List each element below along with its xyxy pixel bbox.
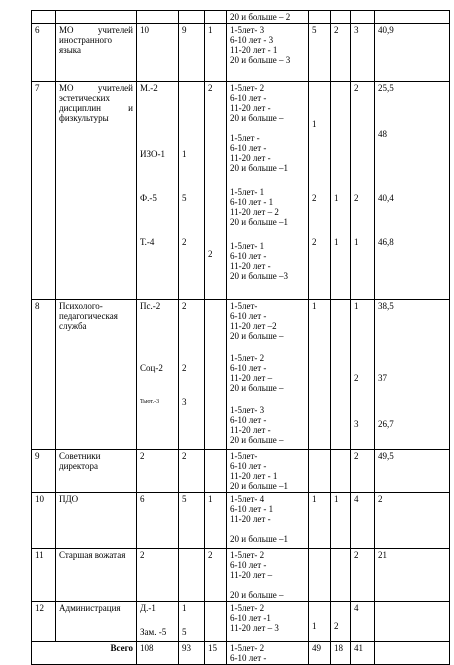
experience-cell-line: 20 и больше – 3 bbox=[230, 55, 291, 65]
category-none-cell-line: 2 bbox=[354, 451, 359, 461]
staff-count-cell-line: Д.-1 bbox=[140, 603, 156, 613]
category-none-cell-line: 2 bbox=[354, 193, 359, 203]
total-experience-line: 1-5лет- 2 bbox=[230, 643, 265, 653]
experience-cell-line: 6-10 лет - 1 bbox=[230, 197, 274, 207]
main-staff-cell-line: 2 bbox=[182, 451, 187, 461]
experience-cell-line: 20 и больше – bbox=[230, 383, 284, 393]
row-number: 7 bbox=[32, 82, 56, 300]
row-number: 9 bbox=[32, 450, 56, 493]
category-none-cell bbox=[351, 82, 375, 300]
avg-age-cell-line: 48 bbox=[378, 129, 387, 139]
total-label: Всего bbox=[32, 642, 137, 665]
category-high-cell-line: 1 bbox=[312, 494, 317, 504]
category-high-cell bbox=[309, 300, 331, 450]
category-first-cell-line: 2 bbox=[334, 621, 339, 631]
category-none-cell-line: 2 bbox=[354, 83, 359, 93]
row-number: 8 bbox=[32, 300, 56, 450]
avg-age-cell-line: 40,4 bbox=[378, 193, 394, 203]
avg-age-cell-line: 37 bbox=[378, 373, 387, 383]
table-row bbox=[32, 300, 450, 450]
table-row bbox=[32, 549, 450, 602]
avg-age-cell-line: 49,5 bbox=[378, 451, 394, 461]
experience-cell-line: 1-5лет- bbox=[230, 301, 258, 311]
experience-cell-line: 11-20 лет – 2 bbox=[230, 207, 279, 217]
group-name: МО учителей иностранного языка bbox=[56, 24, 137, 82]
experience-cell-line: 11-20 лет - bbox=[230, 261, 271, 271]
total-staff: 108 bbox=[137, 642, 179, 665]
avg-age-cell-line: 38,5 bbox=[378, 301, 394, 311]
category-none-cell bbox=[351, 450, 375, 493]
experience-cell bbox=[227, 493, 309, 549]
group-name: ПДО bbox=[56, 493, 137, 549]
experience-cell-line: 20 и больше – bbox=[230, 590, 284, 600]
part-time-cell-line: 2 bbox=[208, 249, 213, 259]
staff-table bbox=[31, 10, 450, 665]
experience-cell-line: 1-5лет- 2 bbox=[230, 550, 265, 560]
avg-age-cell bbox=[375, 300, 450, 450]
experience-cell-line: 1-5лет- bbox=[230, 451, 258, 461]
staff-count-cell bbox=[137, 82, 179, 300]
main-staff-cell bbox=[179, 602, 205, 642]
category-none-cell bbox=[351, 549, 375, 602]
experience-cell-line: 1-5лет - bbox=[230, 133, 260, 143]
avg-age-cell bbox=[375, 602, 450, 642]
category-none-cell bbox=[351, 493, 375, 549]
staff-count-cell bbox=[137, 300, 179, 450]
avg-age-cell bbox=[375, 24, 450, 82]
category-first-cell bbox=[331, 82, 351, 300]
experience-cell-line: 20 и больше –1 bbox=[230, 163, 289, 173]
staff-count-cell-line: 10 bbox=[140, 25, 149, 35]
main-staff-cell-line: 2 bbox=[182, 363, 187, 373]
table-row-continued bbox=[32, 11, 450, 24]
total-experience bbox=[227, 642, 309, 665]
experience-cell-line: 11-20 лет –2 bbox=[230, 321, 277, 331]
category-none-cell-line: 1 bbox=[354, 237, 359, 247]
category-none-cell-line: 4 bbox=[354, 494, 359, 504]
group-name: Психолого-педагогическая служба bbox=[56, 300, 137, 450]
category-high-cell-line: 1 bbox=[312, 621, 317, 631]
category-first-cell bbox=[331, 450, 351, 493]
staff-count-cell bbox=[137, 549, 179, 602]
main-staff-cell bbox=[179, 493, 205, 549]
experience-cell-line: 20 и больше –1 bbox=[230, 534, 289, 544]
category-high-cell-line: 5 bbox=[312, 25, 317, 35]
main-staff-cell-line: 2 bbox=[182, 301, 187, 311]
avg-age-cell-line: 40,9 bbox=[378, 25, 394, 35]
staff-count-cell-line: Т.-4 bbox=[140, 237, 155, 247]
staff-count-cell bbox=[137, 602, 179, 642]
category-high-cell-line: 1 bbox=[312, 119, 317, 129]
experience-cell-line: 20 и больше –3 bbox=[230, 271, 289, 281]
experience-cell-line: 11-20 лет - bbox=[230, 514, 271, 524]
category-first-cell bbox=[331, 300, 351, 450]
part-time-cell-line: 1 bbox=[208, 494, 213, 504]
avg-age-cell-line: 2 bbox=[378, 494, 383, 504]
table-row bbox=[32, 602, 450, 642]
category-high-cell bbox=[309, 82, 331, 300]
experience-cell-line: 6-10 лет - bbox=[230, 363, 267, 373]
experience-cell-line: 6-10 лет - 3 bbox=[230, 35, 274, 45]
category-first-cell-line: 1 bbox=[334, 494, 339, 504]
experience-cell-line: 11-20 лет - bbox=[230, 425, 271, 435]
experience-cell-line: 6-10 лет - bbox=[230, 311, 267, 321]
experience-cell-line: 11-20 лет - bbox=[230, 153, 271, 163]
part-time-cell-line: 1 bbox=[208, 25, 213, 35]
experience-cell-line: 11-20 лет – bbox=[230, 373, 273, 383]
part-time-cell bbox=[205, 300, 227, 450]
experience-cell-line: 11-20 лет – bbox=[230, 570, 273, 580]
staff-count-cell-line: Тьют.-3 bbox=[140, 399, 160, 405]
experience-cell-line: 6-10 лет - bbox=[230, 560, 267, 570]
part-time-cell bbox=[205, 602, 227, 642]
category-first-cell-line: 2 bbox=[334, 25, 339, 35]
experience-cell bbox=[227, 82, 309, 300]
table-row bbox=[32, 493, 450, 549]
category-none-cell-line: 3 bbox=[354, 419, 359, 429]
experience-cell-line: 6-10 лет -1 bbox=[230, 613, 271, 623]
category-high-cell-line: 1 bbox=[312, 301, 317, 311]
group-name: Администрация bbox=[56, 602, 137, 642]
main-staff-cell bbox=[179, 450, 205, 493]
staff-count-cell bbox=[137, 493, 179, 549]
category-high-cell bbox=[309, 549, 331, 602]
experience-cell-line: 11-20 лет - bbox=[230, 103, 271, 113]
experience-cell-line: 20 и больше – bbox=[230, 331, 284, 341]
experience-cell-line: 11-20 лет - 1 bbox=[230, 471, 278, 481]
staff-count-cell-line: 2 bbox=[140, 451, 145, 461]
experience-cell-line: 1-5лет- 2 bbox=[230, 353, 265, 363]
category-first-cell bbox=[331, 549, 351, 602]
main-staff-cell bbox=[179, 300, 205, 450]
category-high-cell bbox=[309, 24, 331, 82]
experience-cell-line: 1-5лет- 1 bbox=[230, 241, 265, 251]
category-none-cell-line: 3 bbox=[354, 25, 359, 35]
row-number: 11 bbox=[32, 549, 56, 602]
group-name: МО учителей эстетических дисциплин и физкультуры bbox=[56, 82, 137, 300]
part-time-cell bbox=[205, 549, 227, 602]
table-row bbox=[32, 82, 450, 300]
total-none: 41 bbox=[351, 642, 375, 665]
experience-cell-line: 11-20 лет - 1 bbox=[230, 45, 278, 55]
experience-cell bbox=[227, 24, 309, 82]
main-staff-cell-line: 1 bbox=[182, 603, 187, 613]
group-name: Старшая вожатая bbox=[56, 549, 137, 602]
staff-count-cell bbox=[137, 450, 179, 493]
experience-cell-line: 6-10 лет - bbox=[230, 461, 267, 471]
staff-count-cell-line: М.-2 bbox=[140, 83, 158, 93]
experience-cell-line: 20 и больше –1 bbox=[230, 217, 289, 227]
staff-count-cell-line: Пс.-2 bbox=[140, 301, 161, 311]
category-first-cell bbox=[331, 24, 351, 82]
experience-cell-line: 1-5лет- 3 bbox=[230, 25, 265, 35]
main-staff-cell-line: 5 bbox=[182, 193, 187, 203]
main-staff-cell bbox=[179, 82, 205, 300]
experience-cell-line: 1-5лет- 2 bbox=[230, 83, 265, 93]
experience-cell-line: 6-10 лет - bbox=[230, 143, 267, 153]
part-time-cell bbox=[205, 450, 227, 493]
main-staff-cell-line: 3 bbox=[182, 397, 187, 407]
part-time-cell-line: 2 bbox=[208, 83, 213, 93]
avg-age-cell bbox=[375, 493, 450, 549]
category-none-cell-line: 1 bbox=[354, 301, 359, 311]
staff-count-cell-line: Соц-2 bbox=[140, 363, 163, 373]
total-first: 18 bbox=[331, 642, 351, 665]
category-first-cell-line: 1 bbox=[334, 193, 339, 203]
total-main: 93 bbox=[179, 642, 205, 665]
group-name: Советники директора bbox=[56, 450, 137, 493]
avg-age-cell-line: 26,7 bbox=[378, 419, 394, 429]
experience-cell bbox=[227, 300, 309, 450]
category-first-cell bbox=[331, 493, 351, 549]
category-none-cell-line: 2 bbox=[354, 550, 359, 560]
part-time-cell-line: 2 bbox=[208, 550, 213, 560]
part-time-cell bbox=[205, 82, 227, 300]
total-experience-line: 6-10 лет - bbox=[230, 653, 267, 663]
experience-cell-line: 20 и больше – bbox=[230, 113, 284, 123]
experience-cell-line: 6-10 лет - bbox=[230, 415, 267, 425]
category-high-cell bbox=[309, 602, 331, 642]
category-none-cell-line: 4 bbox=[354, 603, 359, 613]
main-staff-cell-line: 2 bbox=[182, 237, 187, 247]
total-avg-age bbox=[375, 642, 450, 665]
category-high-cell-line: 2 bbox=[312, 193, 317, 203]
avg-age-cell bbox=[375, 82, 450, 300]
main-staff-cell-line: 1 bbox=[182, 149, 187, 159]
category-first-cell bbox=[331, 602, 351, 642]
row-number: 10 bbox=[32, 493, 56, 549]
total-part-time: 15 bbox=[205, 642, 227, 665]
experience-cell-line: 20 и больше – bbox=[230, 435, 284, 445]
experience-cell bbox=[227, 549, 309, 602]
main-staff-cell bbox=[179, 549, 205, 602]
experience-cell bbox=[227, 450, 309, 493]
table-row bbox=[32, 450, 450, 493]
staff-count-cell-line: Ф.-5 bbox=[140, 193, 157, 203]
experience-cell-line: 6-10 лет - 1 bbox=[230, 504, 274, 514]
avg-age-cell-line: 21 bbox=[378, 550, 387, 560]
category-none-cell bbox=[351, 300, 375, 450]
experience-cell bbox=[227, 602, 309, 642]
category-high-cell bbox=[309, 450, 331, 493]
part-time-cell bbox=[205, 493, 227, 549]
row-number: 6 bbox=[32, 24, 56, 82]
table-row bbox=[32, 24, 450, 82]
row-number: 12 bbox=[32, 602, 56, 642]
avg-age-cell-line: 46,8 bbox=[378, 237, 394, 247]
part-time-cell bbox=[205, 24, 227, 82]
experience-cell-line: 11-20 лет – 3 bbox=[230, 623, 279, 633]
category-none-cell bbox=[351, 602, 375, 642]
staff-count-cell-line: ИЗО-1 bbox=[140, 149, 166, 159]
main-staff-cell bbox=[179, 24, 205, 82]
main-staff-cell-line: 9 bbox=[182, 25, 187, 35]
experience-cell-line: 1-5лет- 2 bbox=[230, 603, 265, 613]
category-none-cell-line: 2 bbox=[354, 373, 359, 383]
experience-cell-line: 20 и больше –1 bbox=[230, 481, 289, 491]
staff-count-cell-line: 6 bbox=[140, 494, 145, 504]
staff-count-cell-line: Зам. -5 bbox=[140, 627, 167, 637]
experience-cell: 20 и больше – 2 bbox=[227, 11, 309, 24]
experience-cell-line: 1-5лет- 4 bbox=[230, 494, 265, 504]
main-staff-cell-line: 5 bbox=[182, 627, 187, 637]
total-high: 49 bbox=[309, 642, 331, 665]
experience-cell-line: 1-5лет- 1 bbox=[230, 187, 265, 197]
total-row bbox=[32, 642, 450, 665]
avg-age-cell bbox=[375, 549, 450, 602]
experience-cell-line: 1-5лет- 3 bbox=[230, 405, 265, 415]
avg-age-cell bbox=[375, 450, 450, 493]
experience-cell-line: 6-10 лет - bbox=[230, 93, 267, 103]
category-first-cell-line: 1 bbox=[334, 237, 339, 247]
staff-count-cell bbox=[137, 24, 179, 82]
experience-cell-line: 6-10 лет - bbox=[230, 251, 267, 261]
category-high-cell-line: 2 bbox=[312, 237, 317, 247]
staff-count-cell-line: 2 bbox=[140, 550, 145, 560]
avg-age-cell-line: 25,5 bbox=[378, 83, 394, 93]
category-high-cell bbox=[309, 493, 331, 549]
main-staff-cell-line: 5 bbox=[182, 494, 187, 504]
category-none-cell bbox=[351, 24, 375, 82]
